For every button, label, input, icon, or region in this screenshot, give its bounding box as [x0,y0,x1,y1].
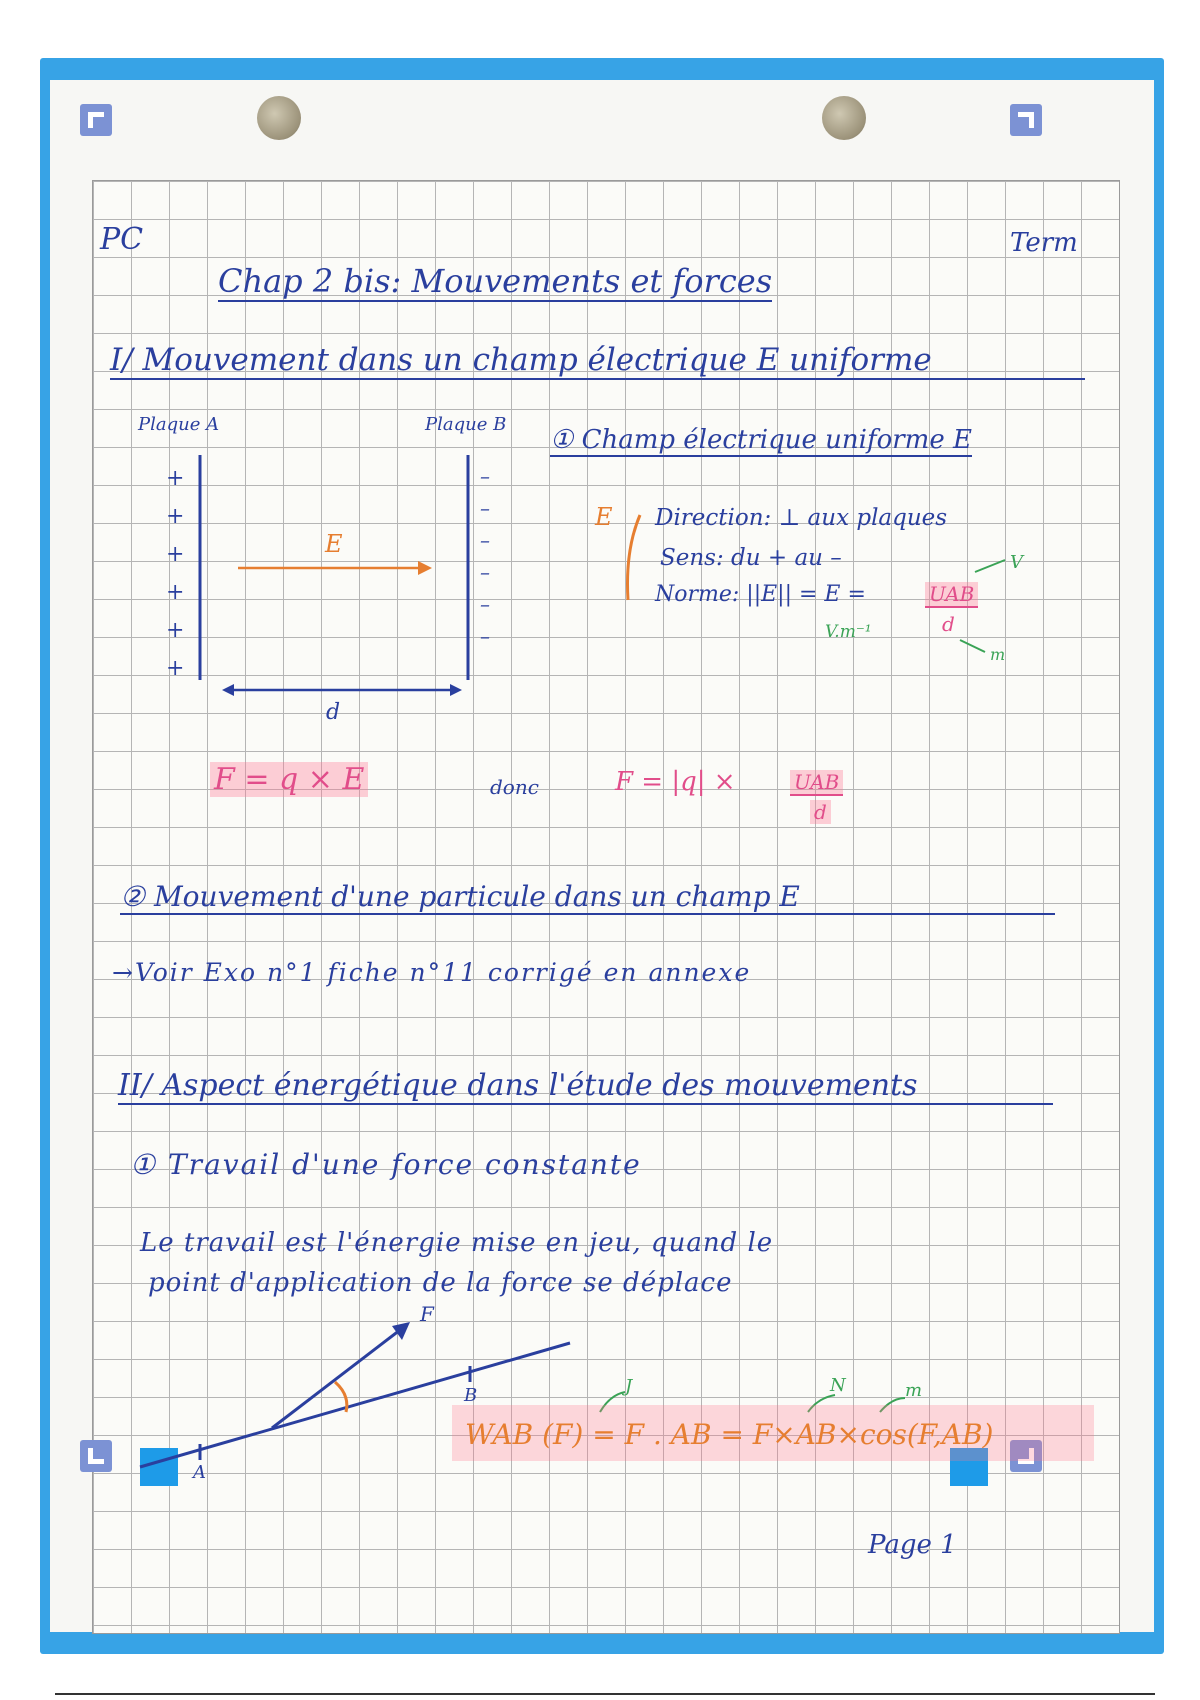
plus-signs: + + + + + + [166,466,185,681]
field-label: E [325,530,343,558]
work-formula: WAB (F) = F . AB = F×AB×cos(F,AB) [465,1418,994,1451]
minus-signs: – – – – – – [480,464,490,648]
distance-label: d [326,700,341,725]
unit-v-pointer [975,560,1005,572]
definition-line-1: Le travail est l'énergie mise en jeu, quand le [140,1228,774,1258]
unit-m-2: m [905,1380,923,1401]
unit-m-pointer [960,640,985,652]
sub1-title: ① Champ électrique uniforme E [550,425,972,455]
unit-j: J [625,1376,633,1397]
sens-text: Sens: du + au – [660,545,842,571]
section-1-title: I/ Mouvement dans un champ électrique E uniforme [110,342,1085,380]
point-b-label: B [464,1385,478,1406]
field-arrowhead [418,561,432,575]
level-label: Term [1010,228,1078,258]
unit-m: m [990,645,1006,664]
norme-text: Norme: ||E|| = E = [655,582,866,607]
force-formula-2: F = |q| × [615,767,736,797]
norme-denominator: d [942,612,955,636]
voir-exercise: →Voir Exo n°1 fiche n°11 corrigé en annexe [112,958,752,987]
force-formula-2-denominator: d [810,800,831,824]
section-2-title: II/ Aspect énergétique dans l'étude des mouvements [118,1068,1053,1105]
definition-line-2: point d'application de la force se déplace [148,1268,733,1298]
donc-text: donc [490,775,539,799]
page-number: Page 1 [868,1530,957,1560]
distance-arrowhead-left [222,684,234,696]
distance-arrowhead-right [450,684,462,696]
force-arrowhead [392,1322,410,1340]
brace-label: E [595,503,613,531]
unit-vm: V.m⁻¹ [825,622,872,642]
plate-a-label: Plaque A [138,414,220,435]
unit-n: N [830,1375,846,1396]
subject-label: PC [100,222,144,257]
chapter-title: Chap 2 bis: Mouvements et forces [218,262,773,300]
norme-numerator: UAB [925,582,978,608]
force-formula: F = q × E [210,762,368,797]
direction-text: Direction: ⊥ aux plaques [655,505,948,531]
force-vector [272,1330,400,1428]
force-formula-2-numerator: UAB [790,770,843,796]
unit-v: V [1010,552,1023,573]
force-vector-label: F [420,1302,434,1326]
point-a-label: A [193,1462,206,1483]
sub2-title: ② Mouvement d'une particule dans un champ E [120,880,1055,915]
norm-brace [628,515,641,600]
sub1-title-section2: ① Travail d'une force constante [130,1148,642,1181]
plate-b-label: Plaque B [425,414,507,435]
